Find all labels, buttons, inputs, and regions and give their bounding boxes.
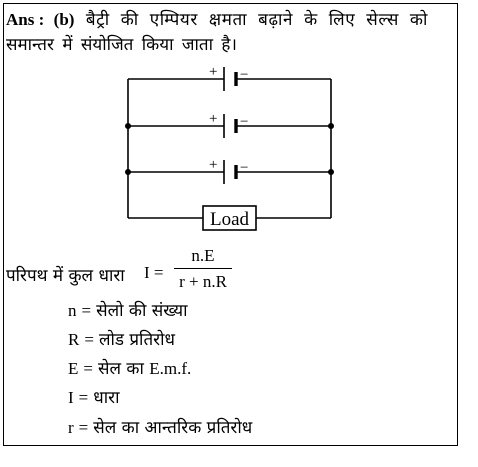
answer-statement-line-1: बैट्री की एम्पियर क्षमता बढ़ाने के लिए सेल्स को xyxy=(85,10,428,30)
definition-symbol: R xyxy=(68,330,80,349)
definition-symbol: E xyxy=(68,359,79,378)
cell-2-minus-sign: − xyxy=(240,114,249,130)
definition-I: I = धारा xyxy=(68,388,120,408)
cell-1-minus-sign: − xyxy=(240,67,249,83)
definition-E: E = सेल का E.m.f. xyxy=(68,359,192,379)
junction-dot-right-middle xyxy=(328,123,334,129)
junction-dot-right-lower xyxy=(328,169,334,175)
definition-symbol: r xyxy=(68,418,74,437)
answer-choice: (b) xyxy=(53,10,75,29)
fraction-bar xyxy=(174,268,232,269)
formula-lhs: I = xyxy=(144,263,164,282)
formula-denominator: r + n.R xyxy=(179,272,227,291)
definition-meaning: सेलो की संख्या xyxy=(96,301,188,321)
cell-1-symbol xyxy=(224,67,236,91)
definition-suffix: E.m.f. xyxy=(149,359,192,378)
definition-R: R = लोड प्रतिरोध xyxy=(68,330,175,350)
definition-meaning: लोड प्रतिरोध xyxy=(98,330,175,350)
answer-prefix: Ans : xyxy=(6,10,45,29)
definition-symbol: I xyxy=(68,388,74,407)
definition-symbol: n xyxy=(68,301,77,320)
definition-r: r = सेल का आन्तरिक प्रतिरोध xyxy=(68,418,253,438)
cell-2-symbol xyxy=(224,114,236,138)
formula-fraction xyxy=(174,246,232,292)
definition-n: n = सेलो की संख्या xyxy=(68,301,188,321)
cell-3-symbol xyxy=(224,160,236,184)
answer-statement-line-2: समान्तर में संयोजित किया जाता है। xyxy=(6,35,237,55)
cell-1-plus-sign: + xyxy=(209,64,218,80)
cell-2-plus-sign: + xyxy=(209,111,218,127)
definition-meaning: सेल का आन्तरिक प्रतिरोध xyxy=(93,418,253,438)
junction-dot-left-middle xyxy=(125,123,131,129)
cell-3-plus-sign: + xyxy=(209,157,218,173)
cell-3-minus-sign: − xyxy=(240,160,249,176)
formula-numerator: n.E xyxy=(191,246,215,265)
junction-dot-left-lower xyxy=(125,169,131,175)
load-label: Load xyxy=(209,209,250,230)
definition-meaning: धारा xyxy=(93,388,120,408)
formula-text: परिपथ में कुल धारा xyxy=(6,266,125,286)
definition-meaning: सेल का xyxy=(97,359,144,379)
